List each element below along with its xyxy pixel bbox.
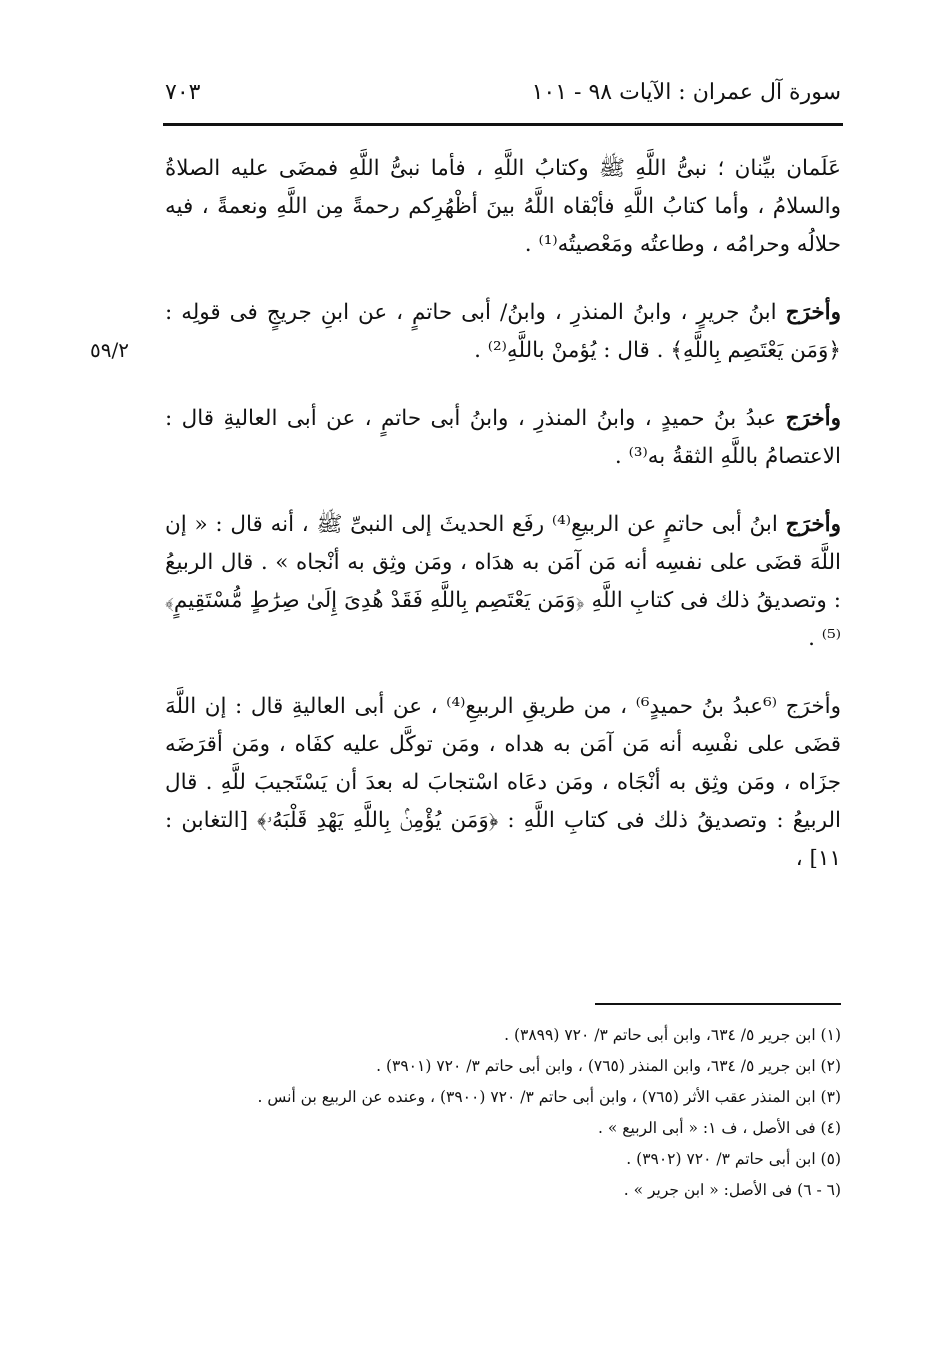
- footnote-separator: [595, 1003, 841, 1005]
- footnote: (١) ابن جرير ٥/ ٦٣٤، وابن أبى حاتم ٣/ ٧٢٠ (٣٨٩٩) .: [504, 1026, 841, 1044]
- paragraph-text: عَلَمان بيِّنان ؛ نبىُّ اللَّهِ ﷺ وكتابُ اللَّهِ ، فأما نبىُّ اللَّهِ فمضَى عليه الصلاةُ والسلامُ ، وأما كتابُ اللَّهِ فأبْقاه اللَّهُ بينَ أظْهُرِكم رحمةً مِن اللَّهِ ونعمةً ، فيه حلالُه وحرامُه ، وطاعتُه ومَعْصيتُه⁽¹⁾ .: [165, 156, 841, 257]
- footnotes: [165, 1020, 841, 1206]
- paragraph-text: عبدُ بنُ حميدٍ ، وابنُ المنذرِ ، وابنُ أبى حاتمٍ ، عن أبى العاليةِ قال : الاعتصامُ باللَّهِ الثقةُ به⁽³⁾ .: [165, 406, 841, 469]
- footnote: (٦ - ٦) فى الأصل: « ابن جرير » .: [623, 1181, 841, 1199]
- paragraph-lead: وأخرَج: [785, 300, 841, 325]
- paragraph: [165, 506, 841, 658]
- paragraph: [165, 294, 841, 370]
- paragraph-lead: وأخرَج: [785, 406, 841, 431]
- running-title: سورة آل عمران : الآيات ٩٨ - ١٠١: [531, 80, 841, 105]
- footnote: (٤) فى الأصل ، ف ١: « أبى الربيع » .: [598, 1119, 841, 1137]
- paragraph-lead: وأخرَج: [785, 512, 841, 537]
- footnote: (٥) ابن أبى حاتم ٣/ ٧٢٠ (٣٩٠٢) .: [626, 1150, 841, 1168]
- footnote: (٣) ابن المنذر عقب الأثر (٧٦٥) ، وابن أبى حاتم ٣/ ٧٢٠ (٣٩٠٠) ، وعنده عن الربيع بن أنس .: [257, 1088, 841, 1106]
- page-number: ٧٠٣: [165, 80, 201, 105]
- paragraph-text: وأخرَج ⁽⁶عبدُ بنُ حميدٍ⁶⁾ ، من طريقِ الربيعِ⁽⁴⁾ ، عن أبى العاليةِ قال : إن اللَّهَ قضَى على نفْسِه أنه مَن آمَن به هداه ، ومَن توكَّل عليه كفَاه ، ومَن أقرَضَه جزَاه ، ومَن وثِق به أنْجَاه ، ومَن دعَاه اسْتجابَ له بعدَ أن يَسْتَجيبَ للَّهِ . قال الربيعُ : وتصديقُ ذلك فى كتابِ اللَّهِ : ﴿وَمَن يُؤْمِنۢ بِاللَّهِ يَهْدِ قَلْبَهُۥ﴾ [التغابن : ١١] ،: [165, 694, 841, 871]
- footnote: (٢) ابن جرير ٥/ ٦٣٤، وابن المنذر (٧٦٥) ، وابن أبى حاتم ٣/ ٧٢٠ (٣٩٠١) .: [376, 1057, 841, 1075]
- body-text: [165, 150, 841, 908]
- header-rule: [163, 123, 843, 126]
- page-header: [165, 80, 841, 120]
- paragraph: [165, 400, 841, 476]
- paragraph: [165, 150, 841, 264]
- paragraph-text: ابنُ جريرٍ ، وابنُ المنذرِ ، وابنُ/ أبى حاتمٍ ، عن ابنِ جريجٍ فى قولِه : ﴿وَمَن يَعْتَصِم بِاللَّهِ﴾ . قال : يُؤمنْ باللَّهِ⁽²⁾ .: [165, 300, 841, 363]
- paragraph: [165, 688, 841, 878]
- margin-reference: ٥٩/٢: [90, 338, 129, 362]
- paragraph-text: ابنُ أبى حاتمٍ عن الربيعِ⁽⁴⁾ رفَع الحديثَ إلى النبىِّ ﷺ ، أنه قال : « إن اللَّهَ قضَى على نفسِه أنه مَن آمَن به هدَاه ، ومَن وثِق به أنْجاه » . قال الربيعُ : وتصديقُ ذلك فى كتابِ اللَّهِ ﴿وَمَن يَعْتَصِم بِاللَّهِ فَقَدْ هُدِىَ إِلَىٰ صِرَٰطٍ مُّسْتَقِيمٍ﴾⁽⁵⁾ .: [165, 512, 841, 651]
